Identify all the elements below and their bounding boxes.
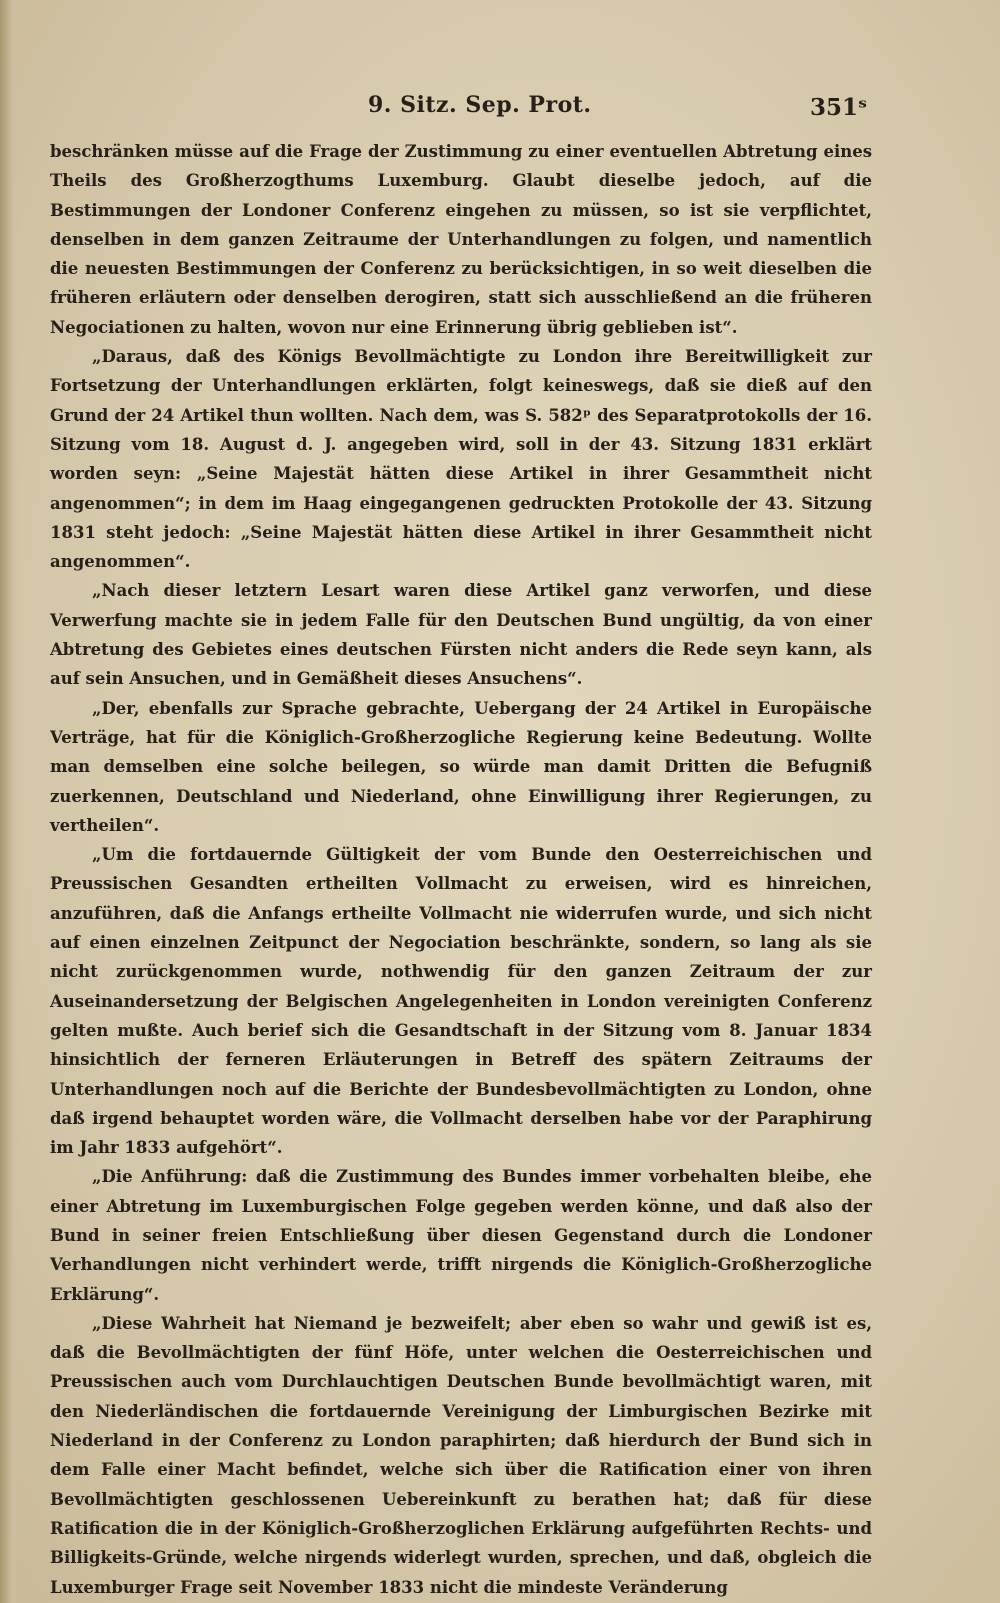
- paragraph-7: „Diese Wahrheit hat Niemand je bezweifelt; aber eben so wahr und gewiß ist es, daß die Bevollmächtigten der fünf Höfe, unter welchen die Oesterreichischen und Preussischen auch vom Durchlauchtigen Deutschen Bunde bevollmächtigt waren, mit den Niederländischen die fortdauernde Vereinigung der Limburgischen Bezirke mit Niederland in der Conferenz zu London paraphirten; daß hierdurch der Bund sich in dem Falle einer Macht befindet, welche sich über die Ratification einer von ihren Bevollmächtigten geschlossenen Uebereinkunft zu berathen hat; daß für diese Ratification die in der Königlich-Großherzoglichen Erklärung aufgeführten Rechts- und Billigkeits-Gründe, welche nirgends widerlegt wurden, sprechen, und daß, obgleich die Luxemburger Frage seit November 1833 nicht die mindeste Veränderung: [50, 1313, 872, 1597]
- paragraph-4: „Der, ebenfalls zur Sprache gebrachte, Uebergang der 24 Artikel in Europäische Verträge, hat für die Königlich-Großherzogliche Regierung keine Bedeutung. Wollte man demselben eine solche beilegen, so würde man damit Dritten die Befugniß zuerkennen, Deutschland und Niederland, ohne Einwilligung ihrer Regierungen, zu vertheilen“.: [50, 698, 872, 835]
- paragraph-5: „Um die fortdauernde Gültigkeit der vom Bunde den Oesterreichischen und Preussischen Gesandten ertheilten Vollmacht zu erweisen, wird es hinreichen, anzuführen, daß die Anfangs ertheilte Vollmacht nie widerrufen wurde, und sich nicht auf einen einzelnen Zeitpunct der Negociation beschränkte, sondern, so lang als sie nicht zurückgenommen wurde, nothwendig für den ganzen Zeitraum der zur Auseinandersetzung der Belgischen Angelegenheiten in London vereinigten Conferenz gelten mußte. Auch berief sich die Gesandtschaft in der Sitzung vom 8. Januar 1834 hinsichtlich der ferneren Erläuterungen in Betreff des spätern Zeitraums der Unterhandlungen noch auf die Berichte der Bundesbevollmächtigten zu London, ohne daß irgend behauptet worden wäre, die Vollmacht derselben habe vor der Paraphirung im Jahr 1833 aufgehört“.: [50, 845, 872, 1158]
- running-head: 9. Sitz. Sep. Prot.: [368, 92, 592, 118]
- page-gutter-shadow: [0, 0, 18, 1603]
- paragraph-3: „Nach dieser letztern Lesart waren diese Artikel ganz verworfen, und diese Verwerfung machte sie in jedem Falle für den Deutschen Bund ungültig, da von einer Abtretung des Gebietes eines deutschen Fürsten nicht anders die Rede seyn kann, als auf sein Ansuchen, und in Gemäßheit dieses Ansuchens“.: [50, 581, 872, 689]
- paragraph-1: beschränken müsse auf die Frage der Zustimmung zu einer eventuellen Abtretung eines Theils des Großherzogthums Luxemburg. Glaubt dieselbe jedoch, auf die Bestimmungen der Londoner Conferenz eingehen zu müssen, so ist sie verpflichtet, denselben in dem ganzen Zeitraume der Unterhandlungen zu folgen, und namentlich die neuesten Bestimmungen der Conferenz zu berücksichtigen, in so weit dieselben die früheren erläutern oder denselben derogiren, statt sich ausschließend an die früheren Negociationen zu halten, wovon nur eine Erinnerung übrig geblieben ist“.: [50, 142, 872, 337]
- page-header: [0, 92, 1000, 126]
- body-text: [50, 137, 872, 1602]
- paragraph-6: „Die Anführung: daß die Zustimmung des Bundes immer vorbehalten bleibe, ehe einer Abtretung im Luxemburgischen Folge gegeben werden könne, und daß also der Bund in seiner freien Entschließung über diesen Gegenstand durch die Londoner Verhandlungen nicht verhindert werde, trifft nirgends die Königlich-Großherzogliche Erklärung“.: [50, 1167, 872, 1304]
- paragraph-2: „Daraus, daß des Königs Bevollmächtigte zu London ihre Bereitwilligkeit zur Fortsetzung der Unterhandlungen erklärten, folgt keineswegs, daß sie dieß auf den Grund der 24 Artikel thun wollten. Nach dem, was S. 582ᵖ des Separatprotokolls der 16. Sitzung vom 18. August d. J. angegeben wird, soll in der 43. Sitzung 1831 erklärt worden seyn: „Seine Majestät hätten diese Artikel in ihrer Gesammtheit nicht angenommen“; in dem im Haag eingegangenen gedruckten Protokolle der 43. Sitzung 1831 steht jedoch: „Seine Majestät hätten diese Artikel in ihrer Gesammtheit nicht angenommen“.: [50, 347, 872, 572]
- page-number: 351ˢ: [810, 94, 868, 121]
